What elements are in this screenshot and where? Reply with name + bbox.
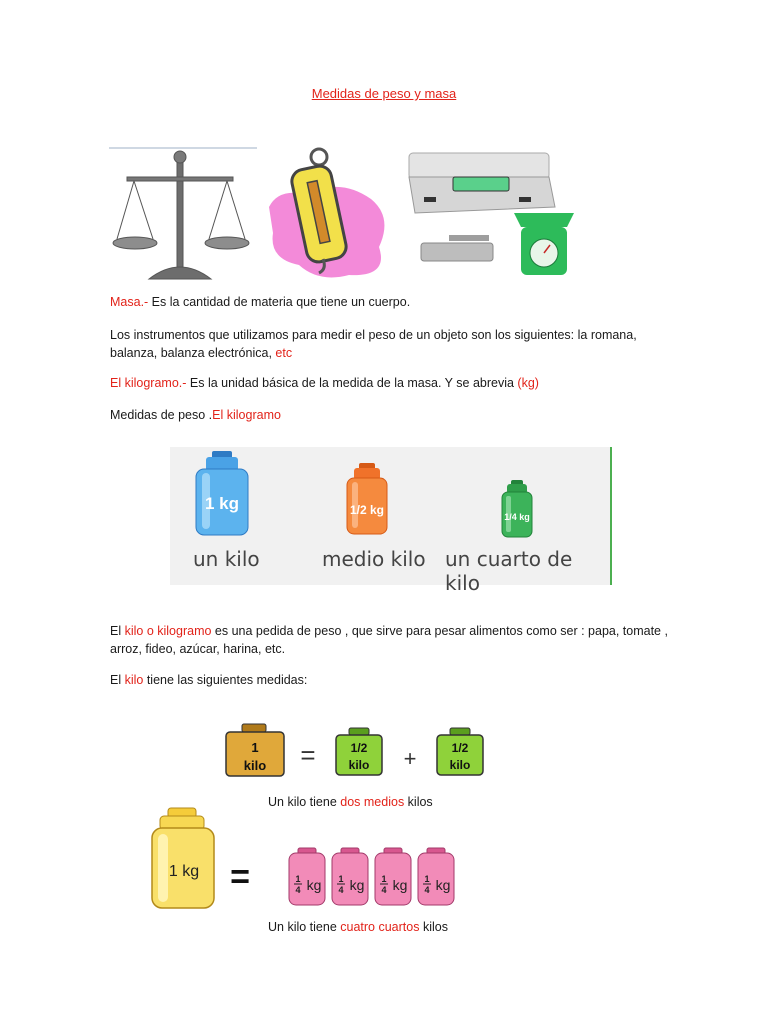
- svg-text:kg: kg: [392, 877, 408, 893]
- weight-half-kilo-icon: [336, 728, 382, 775]
- svg-text:4: 4: [295, 885, 301, 895]
- kilo-def-pre: El: [110, 624, 125, 638]
- svg-text:4: 4: [381, 885, 387, 895]
- medidas-highlight: El kilogramo: [212, 408, 281, 422]
- kilogramo-abbr: (kg): [517, 376, 539, 390]
- weight-label-medio-kilo: medio kilo: [322, 547, 426, 571]
- svg-text:4: 4: [338, 885, 344, 895]
- weight-label-cuarto-kilo: un cuarto de kilo: [445, 547, 573, 595]
- weight-1-kilo-icon: [226, 724, 284, 776]
- caption1-pre: Un kilo tiene: [268, 795, 341, 809]
- kilo-measures-highlight: kilo: [124, 673, 144, 687]
- caption2-pre: Un kilo tiene: [268, 920, 341, 934]
- medidas-text: Medidas de peso .: [110, 408, 213, 422]
- svg-text:1/4 kg: 1/4 kg: [504, 512, 530, 522]
- weight-label-un-kilo: un kilo: [193, 547, 260, 571]
- svg-text:1: 1: [424, 874, 430, 884]
- quarter-kg-icon: [289, 848, 325, 905]
- svg-text:1: 1: [338, 874, 344, 884]
- caption1-highlight: dos medios: [340, 795, 405, 809]
- svg-text:kilo: kilo: [449, 758, 471, 772]
- scales-image-strip: [109, 147, 576, 281]
- equals-sign: =: [300, 740, 316, 770]
- kilo-measures-text: tiene las siguientes medidas:: [143, 673, 308, 687]
- kilo-measures: [110, 671, 670, 689]
- masa-term: Masa.-: [110, 295, 149, 309]
- caption1-post: kilos: [404, 795, 433, 809]
- svg-text:4: 4: [424, 885, 430, 895]
- weight-1kg-gold-icon: [152, 808, 214, 908]
- svg-text:1: 1: [295, 874, 301, 884]
- kilo-def-text: es una pedida de peso , que sirve para pesar alimentos como ser : papa, tomate , arroz, fideo, azúcar, harina, etc.: [110, 624, 668, 656]
- svg-text:1/2: 1/2: [451, 741, 469, 755]
- plus-sign: +: [403, 746, 417, 771]
- svg-text:kg: kg: [306, 877, 322, 893]
- caption2-post: kilos: [419, 920, 448, 934]
- instruments-text: Los instrumentos que utilizamos para medir el peso de un objeto son los siguientes: la romana, balanza, balanza electrónica,: [110, 328, 637, 360]
- equation-four-quarters: [148, 806, 460, 912]
- quarter-kg-icon: [375, 848, 411, 905]
- masa-text: Es la cantidad de materia que tiene un cuerpo.: [148, 295, 411, 309]
- electronic-scale-icon: [409, 153, 555, 213]
- kitchen-scale-icon: [514, 213, 574, 275]
- svg-text:kilo: kilo: [243, 758, 267, 773]
- weight-quarter-kg-icon: [500, 480, 534, 538]
- kilo-measures-pre: El: [110, 673, 125, 687]
- kilo-definition: [110, 622, 670, 658]
- medidas-heading: [110, 406, 670, 424]
- kilogramo-definition: [110, 374, 670, 392]
- masa-definition: [110, 293, 670, 311]
- svg-text:1/2: 1/2: [350, 741, 368, 755]
- caption2-highlight: cuatro cuartos: [340, 920, 420, 934]
- kilogramo-text: Es la unidad básica de la medida de la masa. Y se abrevia: [186, 376, 518, 390]
- weights-panel: [170, 447, 612, 595]
- instruments-paragraph: [110, 326, 670, 362]
- equals-sign-large: =: [230, 858, 250, 896]
- page-title: Medidas de peso y masa: [311, 86, 457, 101]
- kilo-def-highlight: kilo o kilogramo: [124, 624, 212, 638]
- svg-text:kilo: kilo: [348, 758, 370, 772]
- svg-text:1/2 kg: 1/2 kg: [349, 503, 385, 517]
- svg-text:1: 1: [251, 740, 259, 755]
- caption-cuatro-cuartos: [268, 920, 448, 934]
- weight-1kg-icon: [192, 451, 252, 537]
- kilogramo-term: El kilogramo.-: [110, 376, 187, 390]
- quarter-kg-icon: [332, 848, 368, 905]
- equation-one-kilo: [222, 722, 486, 780]
- svg-text:kg: kg: [435, 877, 451, 893]
- svg-text:kg: kg: [349, 877, 365, 893]
- quarter-kg-icon: [418, 848, 454, 905]
- instruments-etc: etc: [275, 346, 293, 360]
- svg-text:1 kg: 1 kg: [204, 494, 240, 513]
- weight-half-kilo-icon: [437, 728, 483, 775]
- weight-half-kg-icon: [344, 463, 390, 535]
- svg-text:1 kg: 1 kg: [168, 863, 200, 880]
- svg-text:1: 1: [381, 874, 387, 884]
